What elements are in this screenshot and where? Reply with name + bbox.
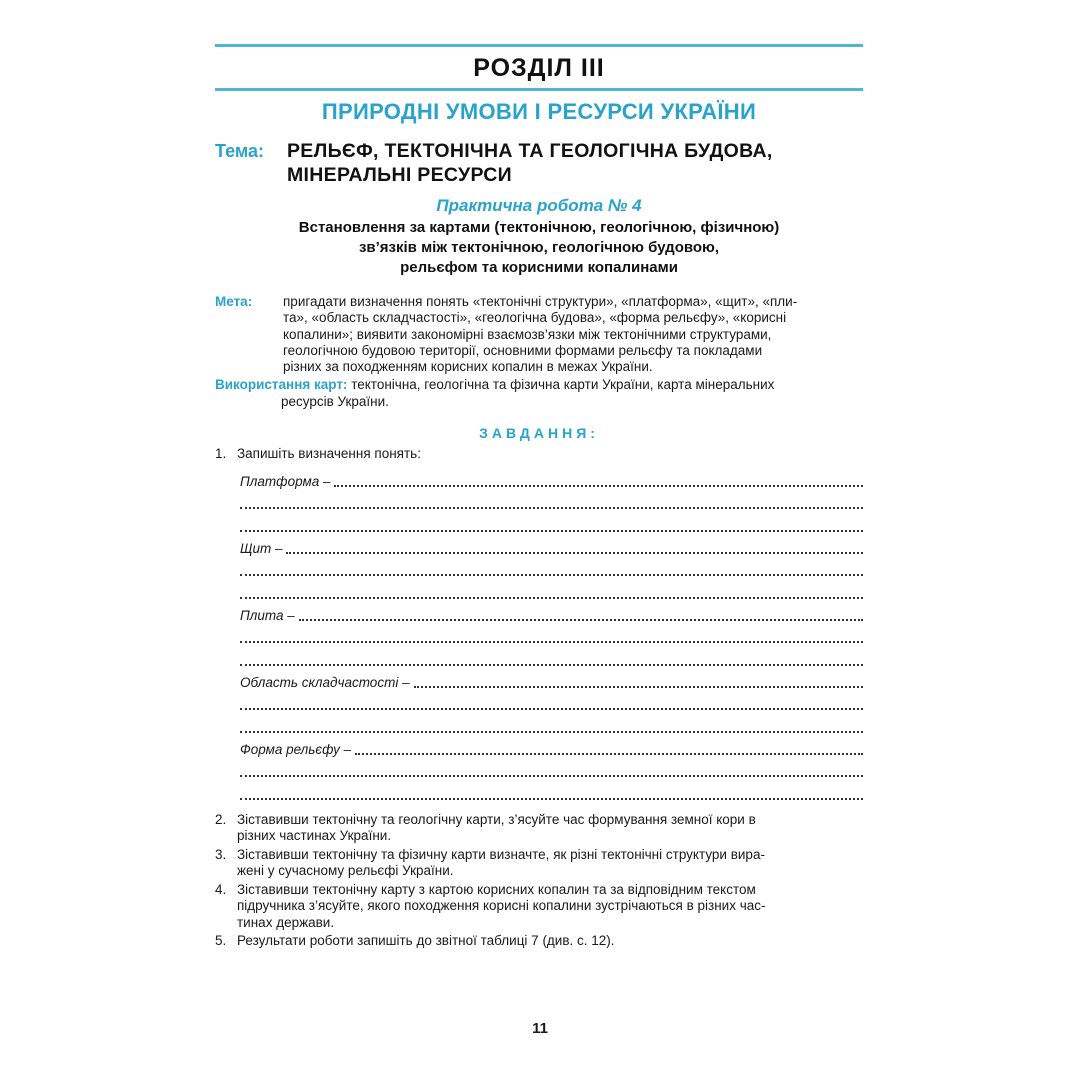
maps-label: Використання карт: [215,377,348,393]
task-number: 2. [215,811,227,827]
answer-line[interactable] [240,708,863,710]
answer-line[interactable] [355,753,863,755]
answer-line[interactable] [240,775,863,777]
task-item [215,933,863,950]
task-line: підручника з’ясуйте, якого походження корисні копалини зустрічаються в різних час- [237,898,766,914]
task-item [215,446,863,463]
goal-line: пригадати визначення понять «тектонічні структури», «платформа», «щит», «пли- [283,294,798,309]
task-text [237,933,615,950]
definition-fields [240,469,863,804]
answer-row[interactable] [240,625,863,648]
answer-line[interactable] [240,530,863,532]
tasks-title: ЗАВДАННЯ: [479,425,599,442]
topic [215,139,863,187]
task-item [215,847,863,880]
task-number: 4. [215,881,227,897]
practical-work-title: Практична робота № 4 [436,196,642,215]
task-line: тинах держави. [237,914,335,930]
definition-term: Платформа – [240,474,331,490]
answer-line[interactable] [240,731,863,733]
answer-row[interactable] [240,781,863,804]
task-number: 3. [215,846,227,862]
topic-text [287,139,773,187]
task-line: різних частинах України. [237,828,392,844]
subtitle-line: зв’язків між тектонічною, геологічною будовою, [358,239,720,256]
answer-line[interactable] [334,485,863,487]
definition-row[interactable] [240,469,863,491]
worksheet-page [215,44,863,952]
answer-line[interactable] [286,552,863,554]
answer-row[interactable] [240,558,863,581]
task-item [215,812,863,845]
maps-text: тектонічна, геологічна та фізична карти України, карта мінеральних [347,377,775,393]
answer-line[interactable] [414,686,863,688]
task-text: Запишіть визначення понять: [237,446,421,462]
section-top-rule [215,44,863,47]
task-line: Зіставивши тектонічну карту з картою корисних копалин та за відповідним текстом [237,881,756,897]
task-text [237,882,766,932]
answer-row[interactable] [240,491,863,514]
subject-title: ПРИРОДНІ УМОВИ І РЕСУРСИ УКРАЇНИ [321,99,757,124]
definition-row[interactable] [240,670,863,692]
maps-line: ресурсів України. [281,393,389,409]
goal-line: копалини»; виявити закономірні взаємозв’язки між тектонічними структурами, [283,326,772,342]
answer-row[interactable] [240,692,863,715]
task-line: жені у сучасному рельєфі України. [237,863,454,879]
definition-row[interactable] [240,603,863,625]
answer-line[interactable] [240,798,863,800]
task-line: Зіставивши тектонічну та геологічну карти, з’ясуйте час формування земної кори в [237,811,756,827]
answer-line[interactable] [299,619,863,621]
task-number: 1. [215,446,227,462]
definition-term: Плита – [240,608,295,624]
definition-row[interactable] [240,737,863,759]
task-line: Результати роботи запишіть до звітної таблиці 7 (див. с. 12). [237,933,615,949]
definition-row[interactable] [240,536,863,558]
goal-line: різних за походженням корисних копалин в межах України. [283,359,653,375]
topic-label: Тема: [215,141,264,161]
topic-line: МІНЕРАЛЬНІ РЕСУРСИ [287,164,512,186]
subtitle-line: рельєфом та корисними копалинами [400,259,678,276]
page-number: 11 [532,1020,548,1037]
task-number: 5. [215,933,227,949]
answer-line[interactable] [240,574,863,576]
task-item [215,882,863,932]
section-header [215,44,863,91]
answer-row[interactable] [240,714,863,737]
topic-line: РЕЛЬЄФ, ТЕКТОНІЧНА ТА ГЕОЛОГІЧНА БУДОВА, [287,140,773,162]
answer-line[interactable] [240,664,863,666]
subtitle-line: Встановлення за картами (тектонічною, геологічною, фізичною) [298,219,780,236]
answer-row[interactable] [240,759,863,782]
section-title: РОЗДІЛ III [473,54,605,82]
task-text [237,847,765,880]
remaining-tasks [215,812,863,950]
section-bottom-rule [215,88,863,91]
answer-row[interactable] [240,513,863,536]
maps-used [215,377,863,410]
answer-row[interactable] [240,580,863,603]
answer-line[interactable] [240,597,863,599]
task-text [237,812,756,845]
definition-term: Форма рельєфу – [240,742,352,758]
practical-work-subtitle [215,218,863,278]
definition-term: Область складчастості – [240,675,410,691]
task-list [215,446,863,950]
goal-line: геологічною будовою території, основними формами рельєфу та покладами [283,342,763,358]
goal-text [283,294,863,375]
answer-line[interactable] [240,507,863,509]
definition-term: Щит – [240,541,283,557]
answer-row[interactable] [240,647,863,670]
answer-line[interactable] [240,641,863,643]
goal-line: та», «область складчастості», «геологічна будова», «форма рельєфу», «корисні [283,310,787,326]
goal [215,294,863,375]
goal-label: Мета: [215,294,253,309]
maps-line [215,377,863,393]
task-line: Зіставивши тектонічну та фізичну карти визначте, як різні тектонічні структури вира- [237,846,765,862]
